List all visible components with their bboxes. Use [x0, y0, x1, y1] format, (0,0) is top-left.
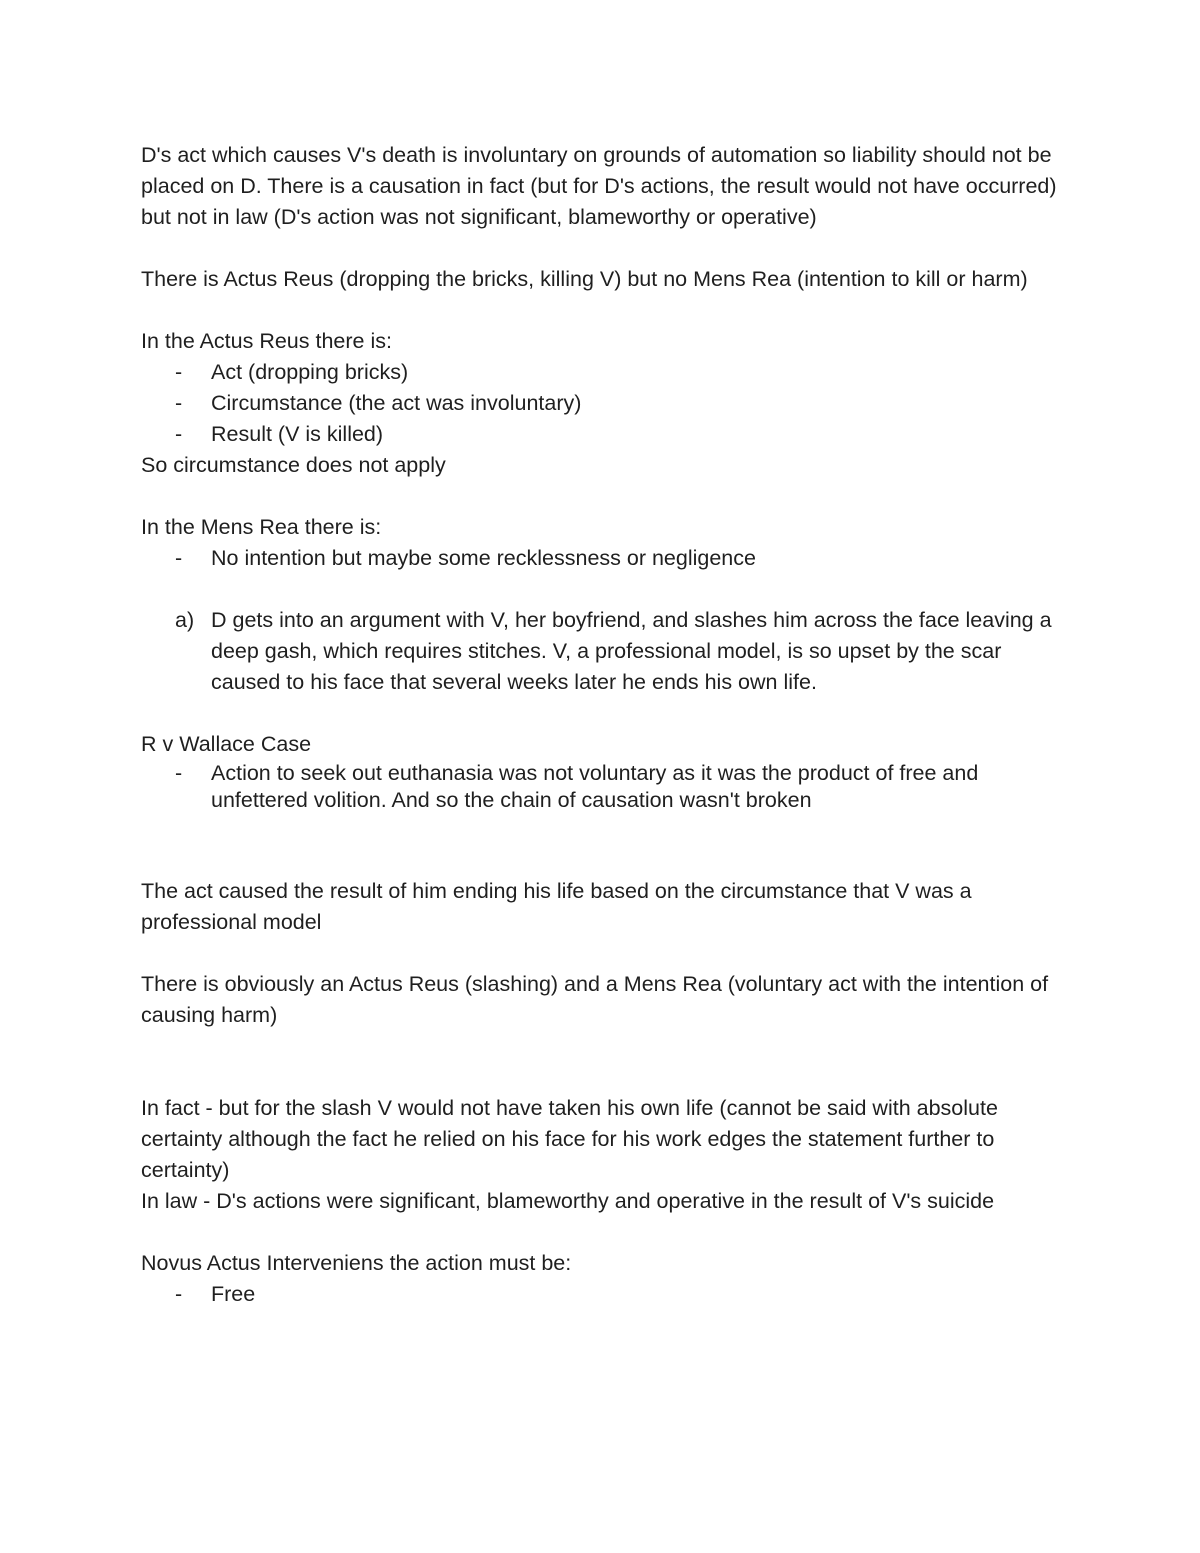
list-item: - Action to seek out euthanasia was not voluntary as it was the product of free and unfettered volition. And so the chain of causation wasn't broken [141, 760, 1071, 814]
novus-actus-list [141, 1279, 1071, 1310]
case-list [141, 760, 1071, 814]
scenario-marker: a) [175, 608, 195, 632]
case-heading: R v Wallace Case [141, 732, 312, 756]
paragraph-in-fact: In fact - but for the slash V would not have taken his own life (cannot be said with absolute certainty although the fact he relied on his face for his work edges the statement further to certainty) [141, 1096, 998, 1182]
scenario-item [141, 605, 1071, 698]
paragraph-result: The act caused the result of him ending his life based on the circumstance that V was a professional model [141, 879, 972, 934]
mens-rea-list [141, 543, 1071, 574]
scenario-text: D gets into an argument with V, her boyfriend, and slashes him across the face leaving a deep gash, which requires stitches. V, a professional model, is so upset by the scar caused to his face that several weeks later he ends his own life. [211, 608, 1052, 694]
list-item: - Result (V is killed) [141, 419, 1071, 450]
paragraph-actus-no-mens: There is Actus Reus (dropping the bricks, killing V) but no Mens Rea (intention to kill or harm) [141, 267, 1028, 291]
actus-reus-conclusion: So circumstance does not apply [141, 453, 446, 477]
actus-reus-heading: In the Actus Reus there is: [141, 329, 392, 353]
list-item: - Circumstance (the act was involuntary) [141, 388, 1071, 419]
paragraph-in-law: In law - D's actions were significant, blameworthy and operative in the result of V's suicide [141, 1189, 995, 1213]
novus-actus-heading: Novus Actus Interveniens the action must be: [141, 1251, 572, 1275]
paragraph-automation: D's act which causes V's death is involuntary on grounds of automation so liability should not be placed on D. There is a causation in fact (but for D's actions, the result would not have occurred) but not in law (D's action was not significant, blameworthy or operative) [141, 143, 1057, 229]
actus-reus-list [141, 357, 1071, 450]
list-item: - Free [141, 1279, 1071, 1310]
scenario-list [141, 605, 1071, 698]
list-item: - Act (dropping bricks) [141, 357, 1071, 388]
document-page [141, 140, 1071, 1310]
paragraph-actus-mens: There is obviously an Actus Reus (slashing) and a Mens Rea (voluntary act with the intention of causing harm) [141, 972, 1049, 1027]
mens-rea-heading: In the Mens Rea there is: [141, 515, 382, 539]
list-item: - No intention but maybe some recklessness or negligence [141, 543, 1071, 574]
